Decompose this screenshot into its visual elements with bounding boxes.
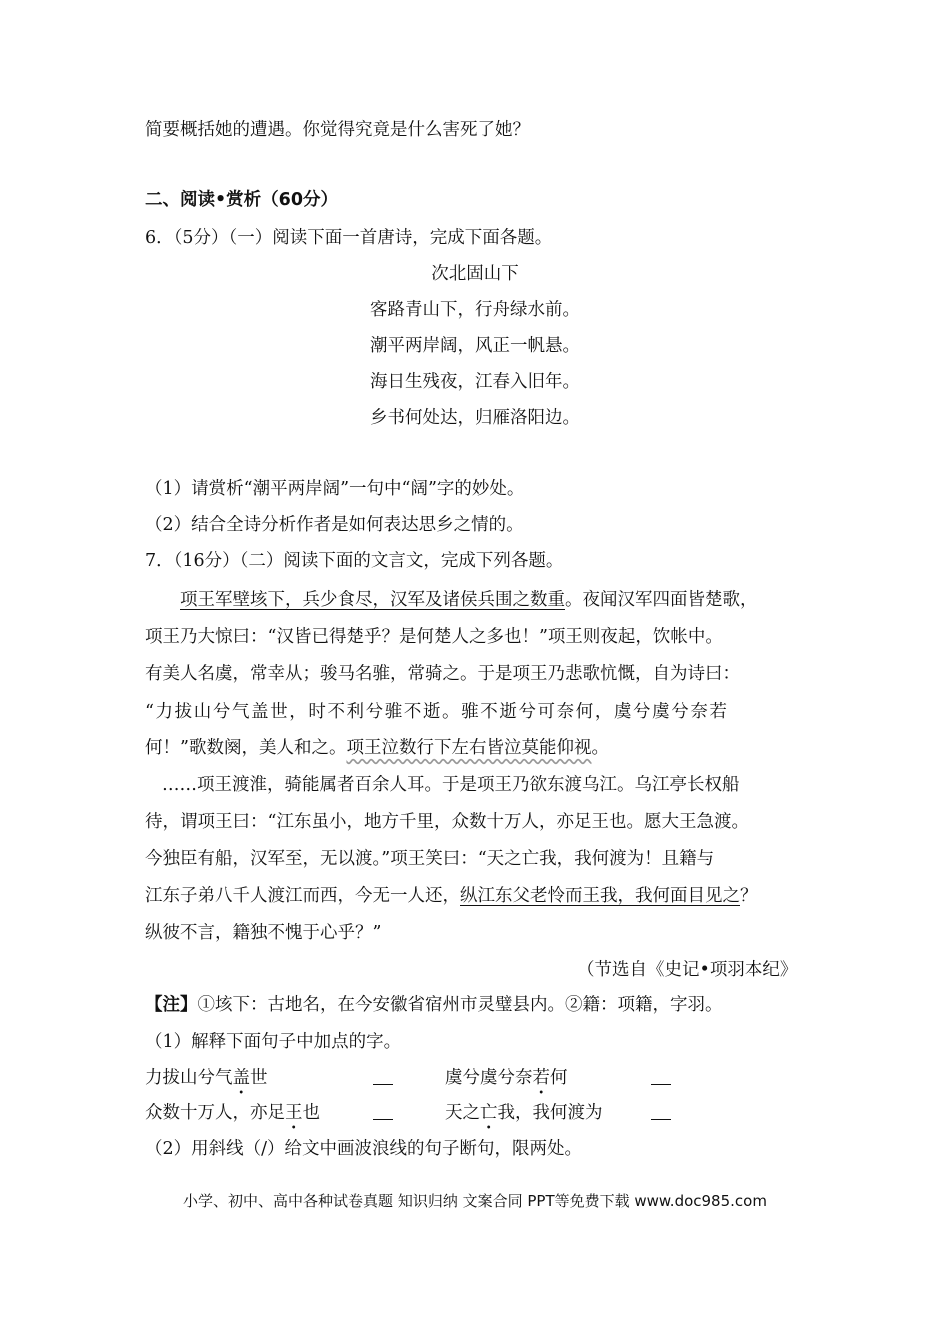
passage-line: 项王乃大惊曰：“汉皆已得楚乎？是何楚人之多也！”项王则夜起，饮帐中。 <box>145 627 723 647</box>
poem-line: 客路青山下，行舟绿水前。 <box>370 300 580 320</box>
dot-item: 天之亡我，我何渡为 <box>445 1103 603 1123</box>
q6-sub2: （2）结合全诗分析作者是如何表达思乡之情的。 <box>145 515 524 535</box>
answer-blank[interactable] <box>651 1101 671 1127</box>
passage-line: “力拔山兮气盖世，时不利兮骓不逝。骓不逝兮可奈何，虞兮虞兮奈若 <box>145 702 729 722</box>
q6-header: 6．（5分）（一）阅读下面一首唐诗，完成下面各题。 <box>145 228 553 248</box>
poem-line: 海日生残夜，江春入旧年。 <box>370 372 580 392</box>
answer-blank[interactable] <box>651 1066 671 1092</box>
passage-text: 江东子弟八千人渡江而西，今无一人还， <box>145 886 460 906</box>
poem-title: 次北固山下 <box>431 264 519 284</box>
passage-line: 纵彼不言，籍独不愧于心乎？” <box>145 923 382 943</box>
passage-line: ……项王渡淮，骑能属者百余人耳。于是项王乃欲东渡乌江。乌江亭长权船 <box>162 775 740 795</box>
passage-line: 今独臣有船，汉军至，无以渡。”项王笑曰：“天之亡我，我何渡为！且籍与 <box>145 849 715 869</box>
note <box>145 993 723 1017</box>
section-title: 二、阅读•赏析（60分） <box>145 190 339 210</box>
dot-item: 力拔山兮气盖世 <box>145 1068 268 1088</box>
intro-question: 简要概括她的遭遇。你觉得究竟是什么害死了她？ <box>145 120 530 140</box>
underlined-sentence: 项王军壁垓下，兵少食尽，汉军及诸侯兵围之数重 <box>180 590 565 610</box>
answer-blank[interactable] <box>373 1101 393 1127</box>
passage-line: 待，谓项王曰：“江东虽小，地方千里，众数十万人，亦足王也。愿大王急渡。 <box>145 812 749 832</box>
note-text: ①垓下：古地名，在今安徽省宿州市灵璧县内。②籍：项籍，字羽。 <box>197 995 723 1015</box>
passage-line <box>145 736 609 760</box>
underlined-sentence: 纵江东父老怜而王我，我何面目见之 <box>460 886 740 906</box>
q7-sub1: （1）解释下面句子中加点的字。 <box>145 1032 402 1052</box>
source-citation: （节选自《史记•项羽本纪》 <box>577 960 798 980</box>
wavy-sentence: 项王泣数行下左右皆泣莫能仰视 <box>346 738 592 758</box>
q7-sub2: （2）用斜线（/）给文中画波浪线的句子断句，限两处。 <box>145 1139 583 1159</box>
passage-text: 何！”歌数阕，美人和之。 <box>145 738 347 758</box>
q6-sub1: （1）请赏析“潮平两岸阔”一句中“阔”字的妙处。 <box>145 479 525 499</box>
poem-line: 乡书何处达，归雁洛阳边。 <box>370 408 580 428</box>
passage-text: 。 <box>591 738 609 758</box>
poem-line: 潮平两岸阔，风正一帆悬。 <box>370 336 580 356</box>
passage-text: 。夜闻汉军四面皆楚歌， <box>565 590 758 610</box>
q7-header: 7．（16分）（二）阅读下面的文言文，完成下列各题。 <box>145 551 564 571</box>
passage-text: ？ <box>740 886 758 906</box>
passage-line <box>145 588 758 612</box>
footer-ad: 小学、初中、高中各种试卷真题 知识归纳 文案合同 PPT等免费下载 www.doc985.com <box>183 1192 767 1210</box>
passage-line <box>145 884 758 908</box>
dot-item: 众数十万人，亦足王也 <box>145 1103 320 1123</box>
dot-item: 虞兮虞兮奈若何 <box>445 1068 568 1088</box>
note-label: 【注】 <box>145 995 198 1015</box>
answer-blank[interactable] <box>373 1066 393 1092</box>
passage-line: 有美人名虞，常幸从；骏马名骓，常骑之。于是项王乃悲歌忼慨，自为诗曰： <box>145 664 740 684</box>
